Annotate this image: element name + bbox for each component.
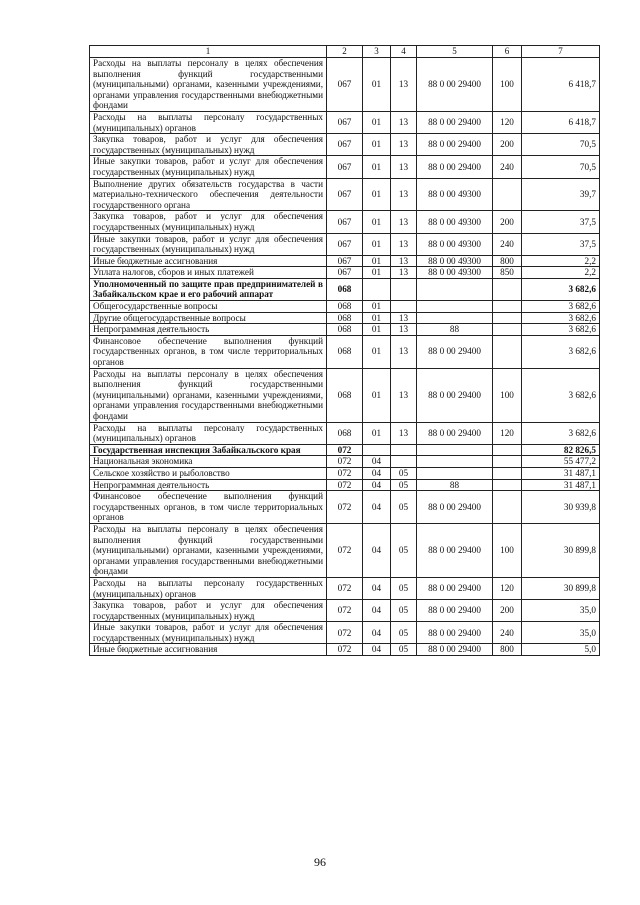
row-section-code: 04 bbox=[363, 644, 391, 656]
row-subsection-code: 05 bbox=[391, 622, 417, 644]
row-section-code: 01 bbox=[363, 267, 391, 279]
table-row bbox=[90, 156, 600, 178]
row-section-code: 01 bbox=[363, 324, 391, 336]
row-section-code: 01 bbox=[363, 156, 391, 178]
table-row bbox=[90, 255, 600, 267]
row-target-code: 88 0 00 29400 bbox=[417, 600, 493, 622]
row-name: Уплата налогов, сборов и иных платежей bbox=[90, 267, 327, 279]
row-target-code: 88 0 00 29400 bbox=[417, 134, 493, 156]
table-row bbox=[90, 523, 600, 577]
row-expense-type bbox=[493, 335, 522, 368]
row-name: Уполномоченный по защите прав предпринимателей в Забайкальском крае и его рабочий аппарат bbox=[90, 278, 327, 300]
row-section-code: 04 bbox=[363, 523, 391, 577]
row-amount: 30 939,8 bbox=[522, 491, 600, 524]
row-name: Закупка товаров, работ и услуг для обеспечения государственных (муниципальных) нужд bbox=[90, 211, 327, 233]
row-admin-code: 067 bbox=[327, 134, 363, 156]
row-section-code: 01 bbox=[363, 368, 391, 422]
row-admin-code: 067 bbox=[327, 267, 363, 279]
table-row bbox=[90, 111, 600, 133]
row-target-code bbox=[417, 467, 493, 479]
row-amount: 30 899,8 bbox=[522, 577, 600, 599]
row-expense-type: 120 bbox=[493, 577, 522, 599]
row-section-code: 04 bbox=[363, 467, 391, 479]
row-subsection-code: 13 bbox=[391, 335, 417, 368]
row-amount: 70,5 bbox=[522, 156, 600, 178]
row-subsection-code: 13 bbox=[391, 368, 417, 422]
table-row bbox=[90, 622, 600, 644]
row-expense-type: 800 bbox=[493, 644, 522, 656]
row-admin-code: 067 bbox=[327, 156, 363, 178]
row-expense-type: 240 bbox=[493, 233, 522, 255]
row-expense-type: 100 bbox=[493, 523, 522, 577]
row-admin-code: 067 bbox=[327, 178, 363, 211]
table-row bbox=[90, 324, 600, 336]
row-admin-code: 072 bbox=[327, 479, 363, 491]
row-target-code bbox=[417, 278, 493, 300]
row-name: Непрограммная деятельность bbox=[90, 324, 327, 336]
row-admin-code: 067 bbox=[327, 58, 363, 112]
row-target-code: 88 0 00 29400 bbox=[417, 58, 493, 112]
row-section-code: 01 bbox=[363, 335, 391, 368]
row-amount: 30 899,8 bbox=[522, 523, 600, 577]
row-section-code: 01 bbox=[363, 422, 391, 444]
row-name: Иные закупки товаров, работ и услуг для обеспечения государственных (муниципальных) нужд bbox=[90, 622, 327, 644]
row-admin-code: 067 bbox=[327, 211, 363, 233]
row-name: Расходы на выплаты персоналу государственных (муниципальных) органов bbox=[90, 422, 327, 444]
page-number: 96 bbox=[314, 855, 326, 869]
row-target-code bbox=[417, 301, 493, 313]
table-row bbox=[90, 491, 600, 524]
row-target-code: 88 bbox=[417, 479, 493, 491]
row-expense-type bbox=[493, 479, 522, 491]
row-expense-type bbox=[493, 444, 522, 456]
row-admin-code: 072 bbox=[327, 600, 363, 622]
row-target-code: 88 0 00 29400 bbox=[417, 577, 493, 599]
row-admin-code: 068 bbox=[327, 301, 363, 313]
row-amount: 35,0 bbox=[522, 622, 600, 644]
row-amount: 70,5 bbox=[522, 134, 600, 156]
row-subsection-code: 05 bbox=[391, 523, 417, 577]
row-target-code: 88 0 00 29400 bbox=[417, 368, 493, 422]
row-name: Другие общегосударственные вопросы bbox=[90, 312, 327, 324]
table-row bbox=[90, 444, 600, 456]
row-amount: 3 682,6 bbox=[522, 312, 600, 324]
row-target-code: 88 0 00 49300 bbox=[417, 178, 493, 211]
row-name: Расходы на выплаты персоналу государственных (муниципальных) органов bbox=[90, 577, 327, 599]
row-section-code: 04 bbox=[363, 456, 391, 468]
row-name: Иные закупки товаров, работ и услуг для обеспечения государственных (муниципальных) нужд bbox=[90, 233, 327, 255]
row-target-code bbox=[417, 312, 493, 324]
row-amount: 2,2 bbox=[522, 267, 600, 279]
row-subsection-code bbox=[391, 444, 417, 456]
row-admin-code: 072 bbox=[327, 467, 363, 479]
table-row bbox=[90, 301, 600, 313]
row-expense-type bbox=[493, 301, 522, 313]
row-expense-type: 240 bbox=[493, 156, 522, 178]
row-amount: 55 477,2 bbox=[522, 456, 600, 468]
row-expense-type: 200 bbox=[493, 134, 522, 156]
row-subsection-code: 13 bbox=[391, 267, 417, 279]
row-subsection-code: 05 bbox=[391, 491, 417, 524]
row-amount: 39,7 bbox=[522, 178, 600, 211]
row-section-code: 01 bbox=[363, 301, 391, 313]
row-admin-code: 067 bbox=[327, 233, 363, 255]
row-admin-code: 068 bbox=[327, 368, 363, 422]
row-admin-code: 072 bbox=[327, 456, 363, 468]
row-name: Финансовое обеспечение выполнения функций государственных органов, в том числе территориальных органов bbox=[90, 491, 327, 524]
row-section-code bbox=[363, 278, 391, 300]
row-subsection-code: 13 bbox=[391, 324, 417, 336]
row-name: Государственная инспекция Забайкальского края bbox=[90, 444, 327, 456]
column-header-3: 3 bbox=[363, 46, 391, 58]
row-admin-code: 072 bbox=[327, 491, 363, 524]
row-expense-type bbox=[493, 324, 522, 336]
row-amount: 3 682,6 bbox=[522, 278, 600, 300]
column-header-5: 5 bbox=[417, 46, 493, 58]
row-expense-type: 120 bbox=[493, 422, 522, 444]
row-section-code: 01 bbox=[363, 233, 391, 255]
row-expense-type: 200 bbox=[493, 600, 522, 622]
row-name: Закупка товаров, работ и услуг для обеспечения государственных (муниципальных) нужд bbox=[90, 600, 327, 622]
row-name: Расходы на выплаты персоналу государственных (муниципальных) органов bbox=[90, 111, 327, 133]
row-name: Национальная экономика bbox=[90, 456, 327, 468]
row-section-code bbox=[363, 444, 391, 456]
row-name: Сельское хозяйство и рыболовство bbox=[90, 467, 327, 479]
table-row bbox=[90, 422, 600, 444]
row-name: Расходы на выплаты персоналу в целях обеспечения выполнения функций государственными (муниципальными) органами, казенными учреждениями, органами управления государственными внебюджетными фондами bbox=[90, 58, 327, 112]
row-name: Расходы на выплаты персоналу в целях обеспечения выполнения функций государственными (муниципальными) органами, казенными учреждениями, органами управления государственными внебюджетными фондами bbox=[90, 523, 327, 577]
row-admin-code: 072 bbox=[327, 523, 363, 577]
row-name: Непрограммная деятельность bbox=[90, 479, 327, 491]
row-subsection-code: 13 bbox=[391, 255, 417, 267]
row-subsection-code: 05 bbox=[391, 600, 417, 622]
row-target-code: 88 0 00 49300 bbox=[417, 267, 493, 279]
table-row bbox=[90, 368, 600, 422]
table-row bbox=[90, 233, 600, 255]
row-expense-type bbox=[493, 491, 522, 524]
row-target-code: 88 0 00 29400 bbox=[417, 156, 493, 178]
table-row bbox=[90, 134, 600, 156]
row-target-code: 88 0 00 29400 bbox=[417, 523, 493, 577]
row-admin-code: 068 bbox=[327, 422, 363, 444]
row-name: Расходы на выплаты персоналу в целях обеспечения выполнения функций государственными (муниципальными) органами, казенными учреждениями, органами управления государственными внебюджетными фондами bbox=[90, 368, 327, 422]
row-amount: 82 826,5 bbox=[522, 444, 600, 456]
row-target-code: 88 0 00 29400 bbox=[417, 335, 493, 368]
row-subsection-code: 13 bbox=[391, 156, 417, 178]
row-subsection-code: 13 bbox=[391, 178, 417, 211]
row-subsection-code: 05 bbox=[391, 644, 417, 656]
row-section-code: 04 bbox=[363, 622, 391, 644]
row-target-code: 88 0 00 29400 bbox=[417, 422, 493, 444]
column-header-1: 1 bbox=[90, 46, 327, 58]
table-row bbox=[90, 467, 600, 479]
row-subsection-code bbox=[391, 278, 417, 300]
row-section-code: 01 bbox=[363, 134, 391, 156]
row-admin-code: 068 bbox=[327, 312, 363, 324]
row-name: Выполнение других обязательств государства в части материально-технического обеспечения деятельности государственного органа bbox=[90, 178, 327, 211]
header-row bbox=[90, 46, 600, 58]
row-target-code: 88 0 00 49300 bbox=[417, 255, 493, 267]
row-section-code: 01 bbox=[363, 312, 391, 324]
row-admin-code: 067 bbox=[327, 111, 363, 133]
row-subsection-code: 05 bbox=[391, 467, 417, 479]
row-subsection-code bbox=[391, 301, 417, 313]
table-row bbox=[90, 58, 600, 112]
table-row bbox=[90, 267, 600, 279]
row-amount: 5,0 bbox=[522, 644, 600, 656]
row-expense-type: 100 bbox=[493, 368, 522, 422]
column-header-4: 4 bbox=[391, 46, 417, 58]
row-expense-type bbox=[493, 312, 522, 324]
row-section-code: 04 bbox=[363, 479, 391, 491]
row-admin-code: 068 bbox=[327, 324, 363, 336]
row-amount: 3 682,6 bbox=[522, 335, 600, 368]
budget-table bbox=[89, 45, 600, 656]
row-subsection-code: 13 bbox=[391, 422, 417, 444]
row-admin-code: 067 bbox=[327, 255, 363, 267]
row-section-code: 01 bbox=[363, 58, 391, 112]
column-header-7: 7 bbox=[522, 46, 600, 58]
row-subsection-code: 05 bbox=[391, 577, 417, 599]
row-target-code: 88 bbox=[417, 324, 493, 336]
row-expense-type bbox=[493, 178, 522, 211]
row-admin-code: 072 bbox=[327, 444, 363, 456]
table-row bbox=[90, 644, 600, 656]
row-subsection-code: 13 bbox=[391, 312, 417, 324]
column-header-2: 2 bbox=[327, 46, 363, 58]
row-name: Иные бюджетные ассигнования bbox=[90, 255, 327, 267]
row-target-code bbox=[417, 456, 493, 468]
row-amount: 37,5 bbox=[522, 233, 600, 255]
row-subsection-code: 13 bbox=[391, 134, 417, 156]
row-expense-type bbox=[493, 456, 522, 468]
table-row bbox=[90, 600, 600, 622]
row-target-code: 88 0 00 29400 bbox=[417, 644, 493, 656]
row-subsection-code: 13 bbox=[391, 58, 417, 112]
row-expense-type bbox=[493, 278, 522, 300]
row-target-code: 88 0 00 29400 bbox=[417, 491, 493, 524]
table-body bbox=[90, 58, 600, 656]
row-name: Общегосударственные вопросы bbox=[90, 301, 327, 313]
row-subsection-code: 13 bbox=[391, 111, 417, 133]
row-amount: 35,0 bbox=[522, 600, 600, 622]
row-expense-type bbox=[493, 467, 522, 479]
row-expense-type: 240 bbox=[493, 622, 522, 644]
row-section-code: 04 bbox=[363, 600, 391, 622]
row-section-code: 01 bbox=[363, 111, 391, 133]
table-row bbox=[90, 335, 600, 368]
row-expense-type: 120 bbox=[493, 111, 522, 133]
row-amount: 37,5 bbox=[522, 211, 600, 233]
table-row bbox=[90, 577, 600, 599]
row-expense-type: 200 bbox=[493, 211, 522, 233]
table-row bbox=[90, 312, 600, 324]
table-row bbox=[90, 479, 600, 491]
row-expense-type: 850 bbox=[493, 267, 522, 279]
row-amount: 3 682,6 bbox=[522, 324, 600, 336]
row-section-code: 04 bbox=[363, 491, 391, 524]
row-admin-code: 068 bbox=[327, 278, 363, 300]
row-admin-code: 072 bbox=[327, 622, 363, 644]
row-name: Финансовое обеспечение выполнения функций государственных органов, в том числе территориальных органов bbox=[90, 335, 327, 368]
row-target-code: 88 0 00 49300 bbox=[417, 233, 493, 255]
row-subsection-code: 13 bbox=[391, 211, 417, 233]
table-row bbox=[90, 211, 600, 233]
row-name: Иные бюджетные ассигнования bbox=[90, 644, 327, 656]
row-target-code bbox=[417, 444, 493, 456]
row-admin-code: 072 bbox=[327, 577, 363, 599]
row-amount: 31 487,1 bbox=[522, 479, 600, 491]
row-admin-code: 068 bbox=[327, 335, 363, 368]
row-amount: 6 418,7 bbox=[522, 58, 600, 112]
row-amount: 3 682,6 bbox=[522, 301, 600, 313]
row-subsection-code: 13 bbox=[391, 233, 417, 255]
row-admin-code: 072 bbox=[327, 644, 363, 656]
table-row bbox=[90, 178, 600, 211]
row-target-code: 88 0 00 49300 bbox=[417, 211, 493, 233]
row-amount: 31 487,1 bbox=[522, 467, 600, 479]
row-subsection-code bbox=[391, 456, 417, 468]
row-amount: 6 418,7 bbox=[522, 111, 600, 133]
row-name: Иные закупки товаров, работ и услуг для обеспечения государственных (муниципальных) нужд bbox=[90, 156, 327, 178]
row-section-code: 01 bbox=[363, 211, 391, 233]
table-row bbox=[90, 456, 600, 468]
row-amount: 3 682,6 bbox=[522, 422, 600, 444]
row-expense-type: 100 bbox=[493, 58, 522, 112]
row-amount: 2,2 bbox=[522, 255, 600, 267]
row-target-code: 88 0 00 29400 bbox=[417, 111, 493, 133]
row-section-code: 01 bbox=[363, 255, 391, 267]
column-header-6: 6 bbox=[493, 46, 522, 58]
row-section-code: 04 bbox=[363, 577, 391, 599]
row-name: Закупка товаров, работ и услуг для обеспечения государственных (муниципальных) нужд bbox=[90, 134, 327, 156]
row-section-code: 01 bbox=[363, 178, 391, 211]
row-target-code: 88 0 00 29400 bbox=[417, 622, 493, 644]
row-subsection-code: 05 bbox=[391, 479, 417, 491]
row-amount: 3 682,6 bbox=[522, 368, 600, 422]
table-row bbox=[90, 278, 600, 300]
row-expense-type: 800 bbox=[493, 255, 522, 267]
